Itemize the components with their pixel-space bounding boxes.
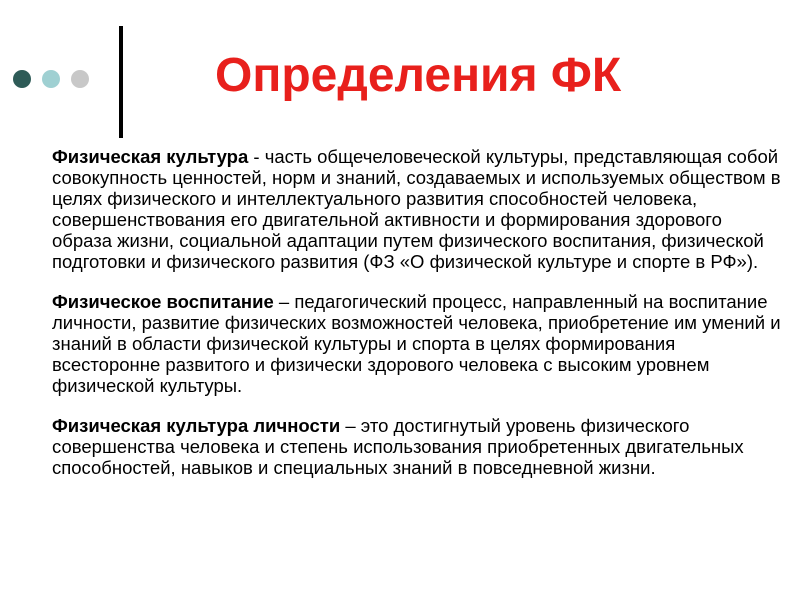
definitions-body	[52, 146, 782, 497]
definition-term: Физическое воспитание	[52, 291, 274, 312]
slide-title: Определения ФК	[215, 49, 622, 102]
definition-text: - часть общечеловеческой культуры, представляющая собой совокупность ценностей, норм и знаний, создаваемых и используемых обществом в целях физического и интеллектуального развития способностей человека, совершенствования его двигательной активности и формирования здорового образа жизни, социальной адаптации путем физического воспитания, физической подготовки и физического развития (ФЗ «О физической культуре и спорте в РФ»).	[52, 146, 781, 272]
definition-term: Физическая культура	[52, 146, 249, 167]
dot-light-teal-icon	[42, 70, 60, 88]
dot-dark-teal-icon	[13, 70, 31, 88]
definition-text: – педагогический процесс, направленный на воспитание личности, развитие физических возможностей человека, приобретение им умений и знаний в области физической культуры и спорта в целях формирования всесторонне развитого и физически здорового человека с высоким уровнем физической культуры.	[52, 291, 781, 396]
definition-paragraph-physical-education	[52, 291, 782, 396]
decorative-dots	[13, 70, 89, 88]
definition-term: Физическая культура личности	[52, 415, 341, 436]
definition-text: – это достигнутый уровень физического совершенства человека и степень использования приобретенных двигательных способностей, навыков и специальных знаний в повседневной жизни.	[52, 415, 744, 478]
definition-paragraph-physical-culture	[52, 146, 782, 272]
dot-gray-icon	[71, 70, 89, 88]
definition-paragraph-personal-physical-culture	[52, 415, 782, 478]
vertical-divider	[119, 26, 123, 138]
